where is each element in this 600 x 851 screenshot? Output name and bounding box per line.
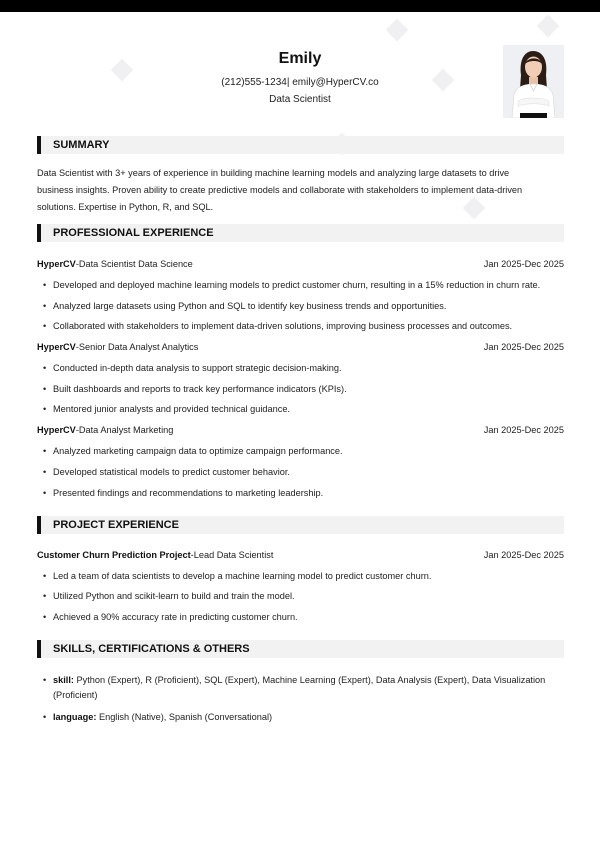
bullet-text: Analyzed large datasets using Python and SQL to identify key business trends and opportunities. (53, 301, 447, 311)
project-bullet (43, 570, 564, 582)
bullet-text: Built dashboards and reports to track key performance indicators (KPIs). (53, 384, 347, 394)
job-role: Data Analyst Marketing (78, 425, 174, 435)
bullet-dot: • (43, 301, 47, 311)
job-entry-header (37, 258, 564, 270)
job-bullet (43, 445, 564, 457)
bullet-text: Analyzed marketing campaign data to optimize campaign performance. (53, 446, 343, 456)
bullet-dot: • (43, 467, 47, 477)
skill-values-cont: (Proficient) (53, 690, 98, 700)
bullet-text: Utilized Python and scikit-learn to build and train the model. (53, 591, 295, 601)
bullet-dot: • (43, 591, 47, 601)
bullet-dot: • (43, 712, 47, 722)
skill-values: Python (Expert), R (Proficient), SQL (Expert), Machine Learning (Expert), Data Analysis (Expert), Data Visualization (76, 675, 546, 685)
company-name: HyperCV (37, 425, 76, 435)
project-bullet (43, 590, 564, 602)
section-header-skills: SKILLS, CERTIFICATIONS & OTHERS (37, 640, 564, 658)
dash: - (75, 259, 79, 269)
summary-line: business insights. Proven ability to create predictive models and collaborate with stakeholders to implement data-driven (37, 185, 523, 195)
job-bullet (43, 403, 564, 415)
bullet-text: Collaborated with stakeholders to implement data-driven solutions, improving business processes and outcomes. (53, 321, 513, 331)
job-bullet (43, 320, 564, 332)
summary-line: Data Scientist with 3+ years of experience in building machine learning models and analyzing large datasets to drive (37, 168, 510, 178)
job-bullet (43, 300, 564, 312)
dash: - (190, 550, 194, 560)
phone-number: (212)555-1234 (221, 77, 287, 88)
bullet-dot: • (43, 280, 47, 290)
language-entry (43, 710, 564, 725)
profile-photo (503, 45, 564, 118)
job-dates: Jan 2025-Dec 2025 (483, 425, 564, 435)
project-name: Customer Churn Prediction Project (37, 550, 191, 560)
job-bullet (43, 383, 564, 395)
bullet-dot: • (43, 612, 47, 622)
bullet-dot: • (43, 488, 47, 498)
job-entry-header (37, 424, 564, 436)
language-values: English (Native), Spanish (Conversational) (98, 712, 273, 722)
bullet-text: Developed and deployed machine learning models to predict customer churn, resulting in a 15% reduction in churn rate. (53, 280, 541, 290)
top-bar (0, 0, 600, 12)
job-bullet (43, 362, 564, 374)
bullet-text: Achieved a 90% accuracy rate in predicting customer churn. (53, 612, 298, 622)
decor-diamond (537, 15, 560, 38)
decor-diamond (386, 19, 409, 42)
bullet-text: Mentored junior analysts and provided technical guidance. (53, 404, 290, 414)
job-bullet (43, 466, 564, 478)
job-entry-header (37, 341, 564, 353)
bullet-dot: • (43, 384, 47, 394)
section-header-summary: SUMMARY (37, 136, 564, 154)
bullet-dot: • (43, 675, 47, 685)
bullet-text: Led a team of data scientists to develop a machine learning model to predict customer churn. (53, 571, 432, 581)
project-dates: Jan 2025-Dec 2025 (483, 550, 564, 560)
section-header-projects: PROJECT EXPERIENCE (37, 516, 564, 534)
summary-line: solutions. Expertise in Python, R, and SQL. (37, 202, 214, 212)
job-role: Data Scientist Data Science (78, 259, 193, 269)
candidate-name: Emily (278, 50, 322, 67)
skill-entry (43, 673, 564, 703)
email-address: emily@HyperCV.co (292, 77, 379, 88)
bullet-dot: • (43, 404, 47, 414)
bullet-dot: • (43, 446, 47, 456)
summary-text (37, 165, 564, 216)
contact-separator: | (286, 77, 290, 88)
project-entry-header (37, 549, 564, 561)
job-dates: Jan 2025-Dec 2025 (483, 342, 564, 352)
job-bullet (43, 487, 564, 499)
bullet-dot: • (43, 571, 47, 581)
bullet-text: Presented findings and recommendations to marketing leadership. (53, 488, 324, 498)
bullet-dot: • (43, 321, 47, 331)
job-bullet (43, 279, 564, 291)
job-role: Senior Data Analyst Analytics (78, 342, 199, 352)
dash: - (75, 342, 79, 352)
company-name: HyperCV (37, 259, 76, 269)
bullet-dot: • (43, 363, 47, 373)
company-name: HyperCV (37, 342, 76, 352)
language-label: language: (53, 712, 97, 722)
skill-label: skill: (53, 675, 74, 685)
dash: - (75, 425, 79, 435)
project-role: Lead Data Scientist (193, 550, 274, 560)
project-bullet (43, 611, 564, 623)
bullet-text: Conducted in-depth data analysis to support strategic decision-making. (53, 363, 342, 373)
job-dates: Jan 2025-Dec 2025 (483, 259, 564, 269)
section-header-experience: PROFESSIONAL EXPERIENCE (37, 224, 564, 242)
bullet-text: Developed statistical models to predict customer behavior. (53, 467, 290, 477)
job-title: Data Scientist (269, 94, 331, 105)
